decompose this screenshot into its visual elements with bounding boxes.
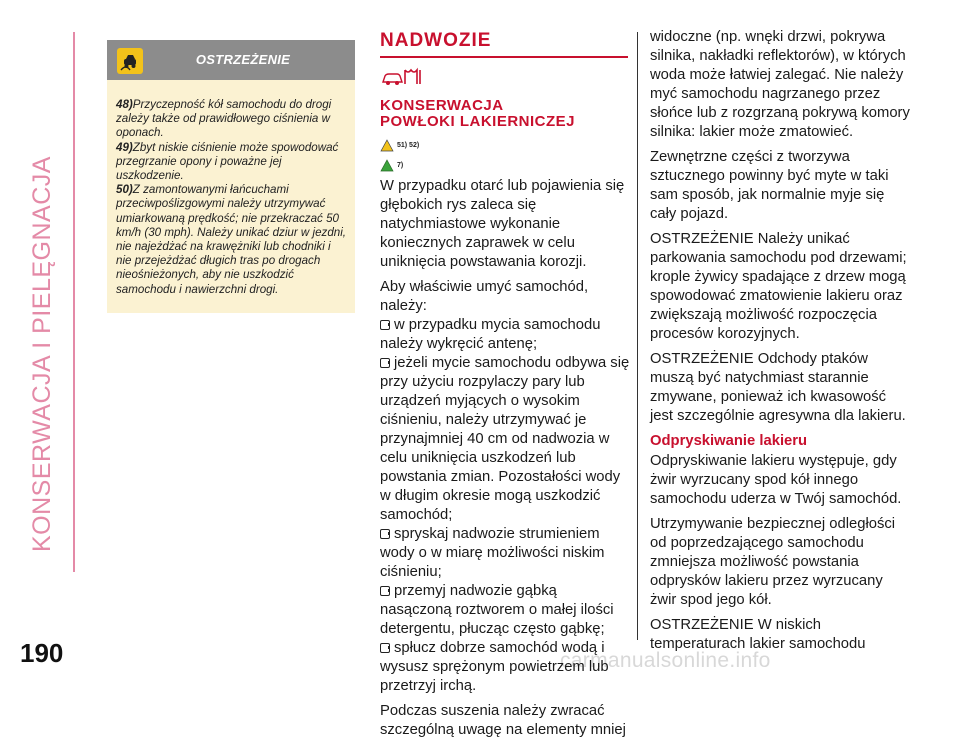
warning-title: OSTRZEŻENIE <box>195 52 291 67</box>
right-column <box>650 28 910 660</box>
list-item: jeżeli mycie samochodu odbywa się przy użyciu rozpylaczy pary lub urządzeń myjących o wysokim ciśnieniu, należy utrzymywać je przynajmniej 40 cm od nadwozia w celu uniknięcia uszkodzeń lub powstania zmian. Pozostałości wody w długim okresie mogą uszkodzić samochód; <box>380 355 630 523</box>
subsection-title: KONSERWACJA POWŁOKI LAKIERNICZEJ <box>380 97 576 130</box>
paragraph: OSTRZEŻENIE Odchody ptaków muszą być natychmiast starannie zmywane, ponieważ ich kwasowość jest szczególnie agresywna dla lakieru. <box>650 351 906 424</box>
section-title-rule <box>380 56 628 58</box>
side-section-title: KONSERWACJA I PIELĘGNACJA <box>28 156 56 552</box>
bullet-icon <box>380 320 390 330</box>
warning-body <box>107 80 355 297</box>
page-number: 190 <box>20 638 64 668</box>
column-divider <box>637 32 638 640</box>
small-warning-icon <box>380 139 394 152</box>
paragraph: Odpryskiwanie lakieru występuje, gdy żwir wyrzucany spod kół innego samochodu uderza w Twój samochód. <box>650 453 902 507</box>
middle-column <box>380 30 630 746</box>
paragraph: Zewnętrzne części z tworzywa sztucznego powinny być myte w taki sam sposób, jak normalnie myje się cały pojazd. <box>650 149 889 222</box>
warning-box <box>107 40 355 313</box>
paragraph: widoczne (np. wnęki drzwi, pokrywa silnika, nakładki reflektorów), w których woda może łatwiej zalegać. Nie należy myć samochodu nagrzanego przez słońce lub z rozgrzaną pokrywą komory silnika: lakier może zmatowieć. <box>650 29 910 140</box>
middle-text <box>380 177 630 740</box>
subheading: Odpryskiwanie lakieru <box>650 433 808 449</box>
bullet-icon <box>380 586 390 596</box>
bullet-icon <box>380 643 390 653</box>
list-item: przemyj nadwozie gąbką nasączoną roztworem o małej ilości detergentu, płucząc często gąbkę; <box>380 583 614 637</box>
paragraph: W przypadku otarć lub pojawienia się głębokich rys zaleca się natychmiastowe wykonanie koniecznych zaprawek w celu uniknięcia powstawania korozji. <box>380 178 625 270</box>
warning-item: 48)Przyczepność kół samochodu do drogi zależy także od prawidłowego ciśnienia w oponach. <box>116 98 332 140</box>
warning-header <box>107 40 355 80</box>
paragraph: OSTRZEŻENIE Należy unikać parkowania samochodu pod drzewami; krople żywicy spadające z drzew mogą spowodować zmatowienie lakieru oraz zwiększają możliwość rozpoczęcia procesów korozyjnych. <box>650 231 907 342</box>
environment-references: 7) <box>380 157 630 173</box>
bullet-icon <box>380 358 390 368</box>
warning-references: 51) 52) <box>380 137 630 153</box>
paragraph: Podczas suszenia należy zwracać szczególną uwagę na elementy mniej <box>380 703 626 738</box>
paragraph: Aby właściwie umyć samochód, należy: <box>380 279 589 314</box>
watermark: carmanualsonline.info <box>560 649 771 672</box>
list-item: spłucz dobrze samochód wodą i wysusz sprężonym powietrzem lub przetrzyj irchą. <box>380 640 609 694</box>
warning-item: 49)Zbyt niskie ciśnienie może spowodować przegrzanie opony i poważne jej uszkodzenie. <box>116 140 339 183</box>
section-title: NADWOZIE <box>380 30 492 51</box>
bullet-icon <box>380 529 390 539</box>
paragraph: OSTRZEŻENIE W niskich temperaturach lakier samochodu <box>650 617 866 652</box>
list-item: spryskaj nadwozie strumieniem wody o w miarę możliwości niskim ciśnieniu; <box>380 526 605 580</box>
environment-leaf-icon <box>380 159 394 172</box>
list-item: w przypadku mycia samochodu należy wykręcić antenę; <box>380 317 601 352</box>
side-decoration-bar <box>73 32 75 572</box>
car-wash-icon <box>380 66 424 86</box>
warning-item: 50)Z zamontowanymi łańcuchami przeciwpoślizgowymi należy utrzymywać umiarkowaną prędkość; nie przekraczać 50 km/h (30 mph). Należy unikać dziur w jezdni, nie najeżdżać na krawężniki lub chodniki i nie przejeżdżać długich tras po drogach nieośnieżonych, aby nie uszkodzić samochodu i nawierzchni drogi. <box>116 183 347 296</box>
paragraph: Utrzymywanie bezpiecznej odległości od poprzedzającego samochodu zmniejsza możliwość powstania odprysków lakieru przez wyrzucany żwir spod jego kół. <box>650 516 896 608</box>
